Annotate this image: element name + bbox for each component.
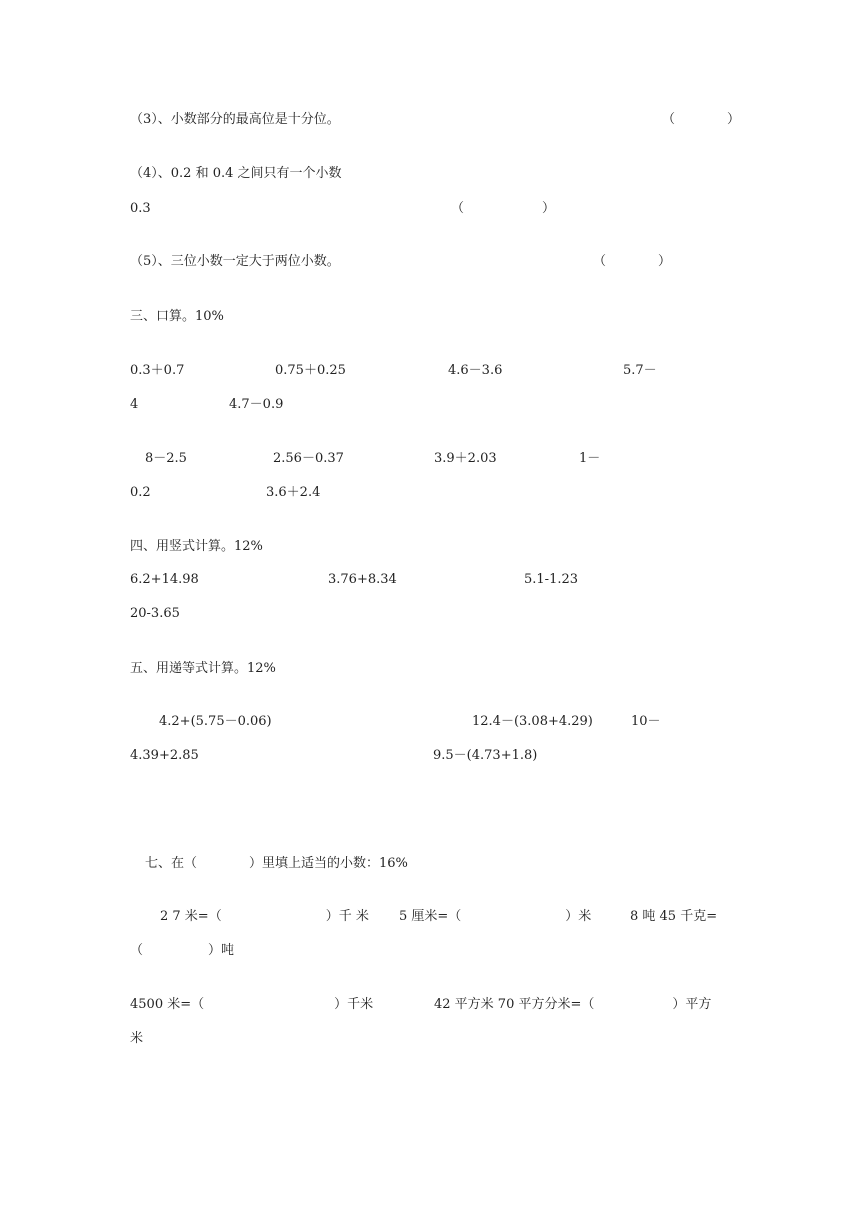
oral-item: 1－ <box>579 451 601 466</box>
vertical-item: 6.2+14.98 <box>130 572 199 587</box>
q4-text: （4）、0.2 和 0.4 之间只有一个小数 <box>130 166 342 181</box>
q5-text: （5）、三位小数一定大于两位小数。 <box>130 254 340 269</box>
oral-item: 0.2 <box>130 485 151 500</box>
fill-item: 5 厘米=（ ）米 <box>399 909 592 924</box>
q3-answer-paren: （ ） <box>662 112 741 127</box>
fill-heading: 七、在（ ）里填上适当的小数：16% <box>145 856 408 871</box>
vertical-item: 3.76+8.34 <box>328 572 397 587</box>
fill-item: 42 平方米 70 平方分米=（ ）平方 <box>434 997 712 1012</box>
fill-item: 2 7 米=（ ）千 米 <box>160 909 369 924</box>
stepwise-item: 10－ <box>631 714 661 729</box>
fill-item: 4500 米=（ ）千米 <box>130 997 374 1012</box>
q3-text: （3）、小数部分的最高位是十分位。 <box>130 112 340 127</box>
fill-item: 8 吨 45 千克= <box>630 909 718 924</box>
fill-item: 米 <box>130 1031 144 1046</box>
q5-answer-paren: （ ） <box>593 254 672 269</box>
vertical-item: 5.1-1.23 <box>524 572 579 587</box>
vertical-heading: 四、用竖式计算。12% <box>130 539 263 554</box>
vertical-item: 20-3.65 <box>130 606 180 621</box>
oral-item: 0.3＋0.7 <box>130 363 185 378</box>
oral-item: 8－2.5 <box>145 451 187 466</box>
oral-item: 3.6＋2.4 <box>266 485 321 500</box>
oral-heading: 三、口算。10% <box>130 309 224 324</box>
q4-value: 0.3 <box>130 201 151 216</box>
oral-item: 4 <box>130 397 139 412</box>
oral-item: 0.75＋0.25 <box>275 363 346 378</box>
oral-item: 4.6－3.6 <box>448 363 503 378</box>
stepwise-item: 4.39+2.85 <box>130 748 199 763</box>
stepwise-item: 4.2+(5.75－0.06) <box>159 714 272 729</box>
stepwise-item: 12.4－(3.08+4.29) <box>472 714 593 729</box>
stepwise-item: 9.5－(4.73+1.8) <box>433 748 538 763</box>
stepwise-heading: 五、用递等式计算。12% <box>130 661 276 676</box>
oral-item: 5.7－ <box>623 363 657 378</box>
oral-item: 4.7－0.9 <box>229 397 284 412</box>
oral-item: 3.9＋2.03 <box>434 451 497 466</box>
oral-item: 2.56－0.37 <box>273 451 344 466</box>
fill-item: （ ）吨 <box>130 943 235 958</box>
q4-answer-paren: （ ） <box>451 201 556 216</box>
